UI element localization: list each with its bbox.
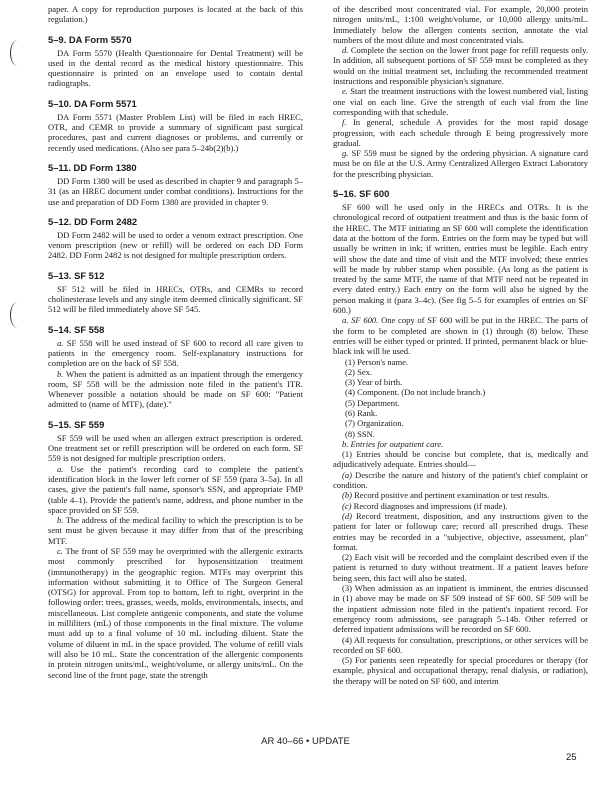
paragraph	[48, 112, 303, 153]
paragraph	[333, 117, 588, 148]
paragraph	[48, 464, 303, 515]
paragraph	[333, 655, 588, 686]
paragraph-text: (5) For patients seen repeatedly for special procedures or therapy (for example, physical and occupational therapy, renal dialysis, or radiation), the therapy will be noted on SF 600, and interim	[333, 655, 588, 686]
paragraph	[333, 86, 588, 117]
paragraph-text: One copy of SF 600 will be put in the HREC. The parts of the form to be completed are shown in (1) through (8) below. These entries will be either typed or printed. If printed, permanent black or blue-black ink will be used.	[333, 315, 589, 357]
left-column	[48, 4, 303, 680]
paragraph-text: DD Form 1380 will be used as described in chapter 9 and paragraph 5–31 (as an HREC document under combat conditions). Instructions for the use and preparation of DD Form 1380 are provided in chapter 9.	[48, 175, 303, 207]
paragraph	[48, 48, 303, 89]
paragraph	[48, 338, 303, 369]
list-item	[333, 387, 588, 397]
paragraph-text: (3) Year of birth.	[345, 377, 403, 388]
paragraph-text: SF 559 will be used when an allergen extract prescription is ordered. One treatment set or refill prescription will be ordered on each form. SF 559 is not designed for multiple prescription orders.	[48, 432, 303, 464]
punch-hole-mark	[10, 40, 25, 66]
paragraph-lead: (d)	[342, 510, 352, 521]
paragraph	[333, 511, 588, 552]
paragraph	[333, 490, 588, 500]
paragraph-text: (2) Each visit will be recorded and the complaint described even if the patient is returned to duty without treatment. If a patient leaves before being seen, this fact will also be stated.	[333, 552, 588, 583]
paragraph-text: The front of SF 559 may be overprinted with the allergenic extracts most commonly prescribed for hyposensitization treatment (immunotherapy) in the geographic region. MTFs may overprint this information without submitting it to Office of The Surgeon General (OTSG) for approval. From top to bottom, left to right, overprint in the following order: trees, grasses, weeds, molds, environmentals, insects, and miscellaneous. List complete antigenic components, and state the volume in milliliters (mL) of those components in the final mixture. The volume must add up to a final volume of 10 mL including diluent. State the volume of diluent in mL in the space provided. The volume of refill vials will also be 10 mL. State the concentration of the allergenic components in protein nitrogen units/mL, weight/volume, or allergy units/mL. On the second line of the front page, state the strength	[48, 545, 303, 680]
list-item	[333, 377, 588, 387]
paragraph-text: Complete the section on the lower front page for refill requests only. In addition, all subsequent portions of SF 559 must be completed as they would on the initial treatment set, including the recommended treatment instructions and responsible physician's signature.	[333, 45, 588, 87]
paragraph	[48, 515, 303, 546]
paragraph-lead: (c)	[342, 500, 352, 511]
paragraph-text: Describe the nature and history of the patient's chief complaint or condition.	[333, 469, 589, 491]
paragraph	[48, 284, 303, 315]
paragraph-lead: a.	[57, 337, 64, 348]
paragraph	[48, 4, 303, 25]
document-footer: AR 40–66 • UPDATE	[261, 736, 350, 747]
paragraph-lead: e.	[342, 86, 348, 97]
paragraph-lead: b.	[57, 515, 64, 526]
paragraph-lead: g.	[342, 148, 349, 159]
paragraph-lead: b.	[57, 368, 64, 379]
paragraph-lead: a.	[57, 463, 64, 474]
paragraph-text: (4) All requests for consultation, prescriptions, or other services will be recorded on SF 600.	[333, 634, 588, 655]
paragraph-text: (5) Department.	[345, 397, 400, 408]
section-heading: 5–12. DD Form 2482	[48, 215, 138, 227]
section-heading: 5–13. SF 512	[48, 269, 105, 281]
section	[333, 4, 588, 179]
paragraph	[48, 546, 303, 680]
paragraph-text: The address of the medical facility to which the prescription is to be sent must be given because it may differ from that of the prescribing MTF.	[48, 515, 303, 546]
list-item	[333, 367, 588, 377]
paragraph-lead: d.	[342, 45, 349, 56]
paragraph	[333, 439, 588, 449]
paragraph-text: In general, schedule A provides for the most rapid dosage progression, with each schedule through E being progressively more gradual.	[333, 117, 588, 148]
paragraph	[333, 202, 588, 315]
paragraph	[333, 148, 588, 179]
section-heading: 5–9. DA Form 5570	[48, 33, 132, 45]
paragraph-text: Use the patient's recording card to complete the patient's identification block in the lower left corner of SF 559 (para 3–5a). In all cases, give the patient's full name, sponsor's SSN, and appropriate FMP (table 4–1). Provide the patient's name, address, and phone number in the space provided on SF 559.	[48, 463, 304, 515]
paragraph-lead: c.	[57, 545, 63, 556]
paragraph-lead: f.	[342, 117, 347, 128]
paragraph	[48, 230, 303, 261]
section-heading: 5–16. SF 600	[333, 188, 390, 200]
scan-edge-mark	[545, 0, 585, 1]
paragraph	[333, 635, 588, 656]
scan-edge-mark	[470, 0, 530, 1]
list-item	[333, 408, 588, 418]
paragraph	[333, 552, 588, 583]
list-item	[333, 429, 588, 439]
list-item	[333, 398, 588, 408]
right-column	[333, 4, 588, 686]
paragraph	[333, 4, 588, 45]
paragraph	[48, 369, 303, 410]
paragraph-text: (1) Entries should be concise but complete, that is, medically and adjudicatively adequate. Entries should—	[333, 449, 588, 470]
section	[48, 216, 303, 261]
paragraph	[333, 470, 588, 491]
punch-hole-mark	[10, 302, 25, 328]
section	[48, 4, 303, 25]
paragraph-text: (3) When admission as an inpatient is imminent, the entries discussed in (1) above may be made on SF 509 instead of SF 600. SF 509 will be the inpatient admission note filed in the patient's inpatient record. For emergency room admissions, see paragraph 5–14b. Other referred or deferred inpatient admissions will be recorded on SF 600.	[333, 583, 588, 635]
paragraph-text: SF 559 must be signed by the ordering physician. A signature card must be on file at the U.S. Army Centralized Allergen Extract Laboratory for the prescribing physician.	[333, 148, 588, 179]
list-item	[333, 418, 588, 428]
paragraph-text: (2) Sex.	[345, 366, 373, 377]
paragraph-text: SF 600 will be used only in the HRECs and OTRs. It is the chronological record of outpatient treatment and thus is the basic form of the HREC. The MTF initiating an SF 600 will complete the identification data at the bottom of the form. Entries on the form may be typed but will usually be written in ink; if written, entries must be legible. Each entry will show the date and time of visit and the MTF involved; these entries will be made by rubber stamp when possible. (As long as the patient is treated by the same MTF, the name of that MTF need not be repeated in every dated entry.) Each entry on the form will also be signed by the person making it (para 3–4c). (See fig 5–5 for examples of entries on SF 600.)	[333, 202, 588, 316]
paragraph	[333, 315, 588, 356]
paragraph-text: SF 512 will be filed in HRECs, OTRs, and CEMRs to record cholinesterase levels and any single item deemed clinically significant. SF 512 will be filed immediately above SF 545.	[48, 283, 303, 315]
section	[48, 324, 303, 410]
section-heading: 5–14. SF 558	[48, 323, 105, 335]
paragraph-text: Start the treatment instructions with the lowest numbered vial, listing one vial on each line. Give the strength of each vial from the line corresponding with that schedule.	[333, 86, 589, 117]
paragraph-text: Record positive and pertinent examination or test results.	[354, 490, 550, 501]
paragraph-text: SF 558 will be used instead of SF 600 to record all care given to patients in the emergency room. Self-explanatory instructions for completion are on the back of SF 558.	[48, 337, 303, 369]
paragraph-text: of the described most concentrated vial. For example, 20,000 protein nitrogen units/mL, 1:100 weight/volume, or 10,000 allergy units/mL. Immediately below the allergen contents section, annotate the vial numbers of the most dilute and most concentrated vials.	[333, 4, 588, 45]
section	[48, 34, 303, 89]
section	[48, 270, 303, 315]
paragraph	[333, 501, 588, 511]
paragraph-text: DA Form 5571 (Master Problem List) will be filed in each HREC, OTR, and CEMR to provide a summary of significant past surgical procedures, past and current diagnoses or problems, and currently or recently used medications. (Also see para 5–24b(2)(b).)	[48, 111, 303, 153]
paragraph-text: (4) Component. (Do not include branch.)	[345, 387, 486, 398]
section	[48, 419, 303, 680]
paragraph-text: DA Form 5570 (Health Questionnaire for Dental Treatment) will be used in the dental record as the medical history questionnaire. This questionnaire is printed on an envelope used to contain dental radiographs.	[48, 47, 303, 89]
paragraph-text: (6) Rank.	[345, 407, 378, 418]
section-heading: 5–10. DA Form 5571	[48, 97, 137, 109]
section-heading: 5–11. DD Form 1380	[48, 161, 137, 173]
paragraph-lead: (b)	[342, 490, 352, 501]
section	[48, 162, 303, 207]
section-heading: 5–15. SF 559	[48, 418, 105, 430]
paragraph-text: (1) Person's name.	[345, 356, 409, 367]
paragraph-text: (7) Organization.	[345, 418, 404, 429]
paragraph-lead: (a)	[342, 469, 352, 480]
section	[333, 188, 588, 686]
page-number: 25	[566, 752, 577, 763]
paragraph	[333, 583, 588, 634]
paragraph-text: DD Form 2482 will be used to order a venom extract prescription. One venom prescription (new or refill) will be ordered on each DD Form 2482. DD Form 2482 is not designed for multiple prescription orders.	[48, 229, 303, 261]
paragraph-text: When the patient is admitted as an inpatient through the emergency room, SF 558 will be the admission note filed in the patient's ITR. Whenever possible a notation should be made on SF 600: "Patient admitted to (name of MTF), (date)."	[48, 368, 303, 410]
paragraph-text: (8) SSN.	[345, 428, 375, 439]
section	[48, 98, 303, 153]
paragraph-text: paper. A copy for reproduction purposes is located at the back of this regulation.)	[48, 4, 303, 25]
paragraph	[333, 449, 588, 470]
paragraph-text: Record diagnoses and impressions (if made).	[353, 500, 508, 511]
paragraph	[48, 176, 303, 207]
paragraph	[48, 433, 303, 464]
paragraph-lead: a. SF 600.	[342, 315, 379, 326]
paragraph-text: Record treatment, disposition, and any instructions given to the patient for later or followup care; record all prescribed drugs. These entries may be recorded in a "subjective, objective, assessment, plan" format.	[333, 510, 588, 552]
paragraph	[333, 45, 588, 86]
paragraph-lead: b. Entries for outpatient care.	[342, 438, 444, 449]
list-item	[333, 357, 588, 367]
